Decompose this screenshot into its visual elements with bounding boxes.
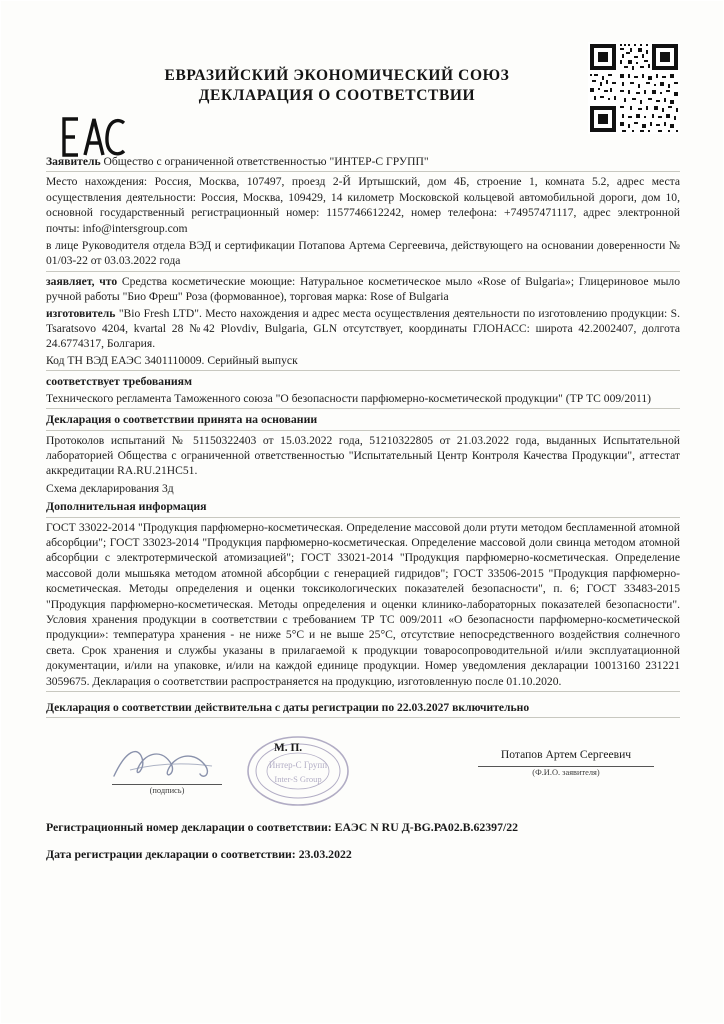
applicant-details: Место нахождения: Россия, Москва, 107497, проезд 2-Й Иртышский, дом 4Б, строение 1, комната 5.2, адрес места осуществления деятельности: Россия, Москва, 109429, 14 километр Московской кольцевой автомобильной дороги, дом 10, основной государственный регистрационный номер: 1157746612242, номер телефона: +74957471117, адрес электронной почты: info@intersgroup.com [46,175,680,235]
applicant-row [46,154,680,169]
registration-number-value: ЕАЭС N RU Д-BG.РА02.В.62397/22 [334,820,519,835]
divider [46,691,680,692]
svg-text:Inter-S Group: Inter-S Group [274,774,322,785]
validity-statement: Декларация о соответствии действительна с даты регистрации по 22.03.2027 включительно [46,701,530,714]
divider [46,717,680,718]
registration-number-row [46,820,680,835]
handwritten-signature [108,740,228,786]
divider [46,370,680,371]
divider [46,271,680,272]
declaration-scheme: Схема декларирования 3д [46,481,174,495]
manufacturer-label: изготовитель [46,306,116,320]
document-header [46,28,680,148]
svg-text:Интер-С Групп: Интер-С Групп [268,760,328,771]
qr-code-icon [588,42,680,134]
divider [46,430,680,431]
conformity-heading: соответствует требованиям [46,374,193,389]
signer-caption-text: (Ф.И.О. заявителя) [532,768,600,778]
registration-number-label: Регистрационный номер декларации о соответствии: [46,820,332,835]
basis-text: Протоколов испытаний № 51150322403 от 15.03.2022 года, 51210322805 от 21.03.2022 года, выданных Испытательной лабораторией Общества с ограниченной ответственностью "Испытательный Центр Контроля Качества Продукции", аттестат аккредитации RA.RU.21НС51. [46,433,680,478]
declares-label: заявляет, что [46,274,118,288]
divider [46,408,680,409]
title-line-1: ЕВРАЗИЙСКИЙ ЭКОНОМИЧЕСКИЙ СОЮЗ [164,67,510,84]
signature-caption-text: (подпись) [149,786,185,796]
applicant-representative: в лице Руководителя отдела ВЭД и сертификации Потапова Артема Сергеевича, действующего на основании доверенности № 01/03-22 от 03.03.2022 года [46,239,680,268]
document-body [46,154,680,718]
additional-text: ГОСТ 33022-2014 "Продукция парфюмерно-косметическая. Определение массовой доли ртути методом беспламенной атомной абсорбции"; ГОСТ 33023-2014 "Продукция парфюмерно-косметическая. Определение массовой доли свинца методом атомной абсорбции с электротермической атомизацией"; ГОСТ 33021-2014 "Продукция парфюмерно-косметическая. Определение массовой доли мышьяка методом атомной абсорбции с генерацией гидридов"; ГОСТ 33506-2015 "Продукция парфюмерно-косметическая. Методы определения и оценки токсикологических показателей безопасности", п. 6; ГОСТ 33483-2015 "Продукция парфюмерно-косметическая. Методы определения и оценки клинико-лабораторных показателей безопасности". Условия хранения продукции в соответствии с требованием ТР ТС 009/2011 «О безопасности парфюмерно-косметической продукции»: температура хранения - не ниже 5°С и не выше 25°С, отсутствие непосредственного воздействия солнечного света. Срок хранения и службы указаны в прилагаемой к продукции товаросопроводительной и/или эксплуатационной документации, и/или на упаковке, и/или на каждой единице продукции. Номер уведомления декларации 10013160 231221 3059675. Декларация о соответствии распространяется на продукцию, изготовленную после 01.10.2020. [46,520,680,688]
signer-caption [478,766,654,777]
declares-row [46,274,680,305]
registration-date-value: 23.03.2022 [298,847,352,862]
signature-caption [112,784,222,795]
basis-heading: Декларация о соответствии принята на основании [46,412,318,427]
signature-area [46,722,680,818]
signer-name: Потапов Артем Сергеевич [500,748,632,762]
stamp-label: М. П. [274,742,303,755]
applicant-value: Общество с ограниченной ответственностью "ИНТЕР-С ГРУПП" [103,155,429,168]
title-line-2: ДЕКЛАРАЦИЯ О СООТВЕТСТВИИ [198,87,476,104]
manufacturer-row [46,306,680,352]
divider [46,171,680,172]
divider [46,517,680,518]
conformity-text: Технического регламента Таможенного союза "О безопасности парфюмерно-косметической продукции" (ТР ТС 009/2011) [46,391,652,405]
applicant-label: Заявитель [46,155,101,168]
product-code: Код ТН ВЭД ЕАЭС 3401110009. Серийный выпуск [46,353,298,367]
additional-heading: Дополнительная информация [46,499,207,514]
registration-date-row [46,847,680,862]
registration-date-label: Дата регистрации декларации о соответствии: [46,847,296,862]
page-title [124,66,550,106]
product-description: Средства косметические моющие: Натуральное косметическое мыло «Rose of Bulgaria»; Глицериновое мыло ручной работы "Био Фреш" Роза (формованное), торговая марка: Rose of Bulgaria [46,274,681,304]
manufacturer-value: "Bio Fresh LTD". Место нахождения и адрес места осуществления деятельности по изготовлению продукции: S. Tsaratsovo 4204, kvartal 28 №42 Plovdiv, Bulgaria, GLN отсутствует, координаты ГЛОНАСС: широта 42.2002407, долгота 24.6774317, Болгария. [46,306,680,351]
